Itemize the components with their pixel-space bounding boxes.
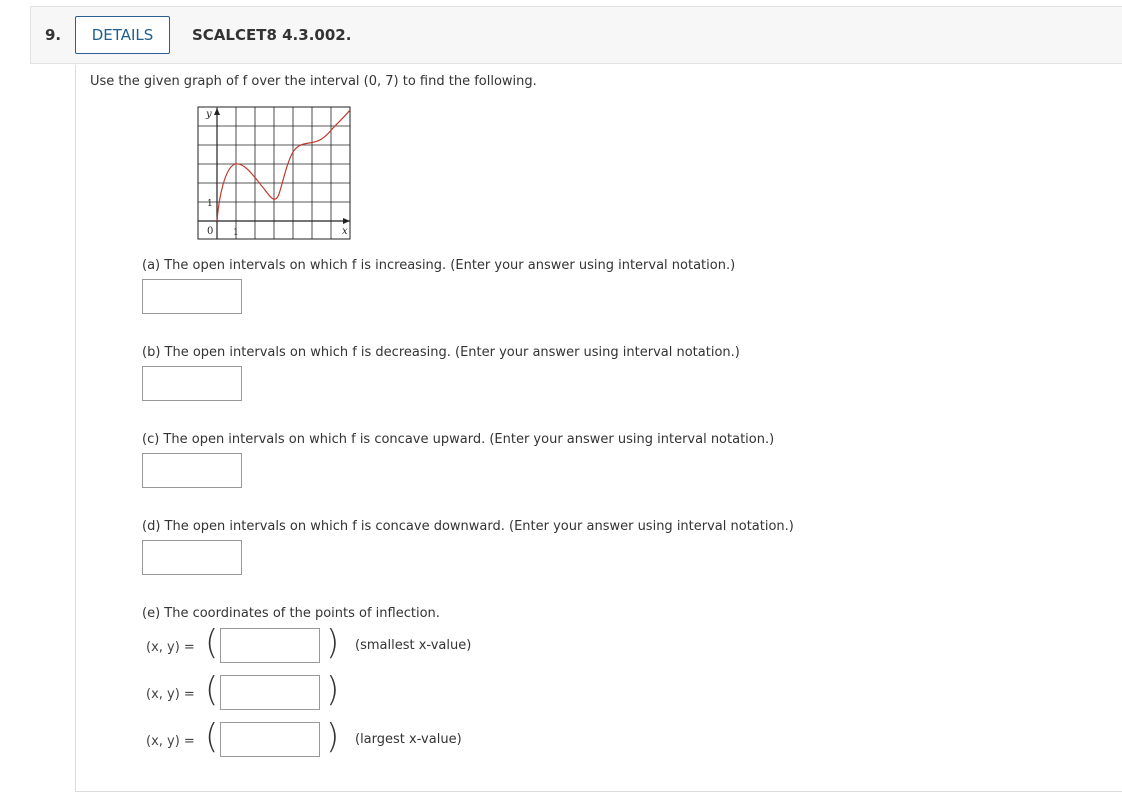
inflection-2-close-paren: ): [326, 670, 340, 710]
smallest-x-note: (smallest x-value): [355, 638, 472, 653]
question-number: 9.: [45, 26, 62, 44]
part-d-text: (d) The open intervals on which f is concave downward. (Enter your answer using interval notation.): [142, 519, 794, 534]
inflection-2-label: (x, y) =: [146, 687, 195, 702]
part-a-text: (a) The open intervals on which f is increasing. (Enter your answer using interval notation.): [142, 258, 736, 273]
inflection-1-label: (x, y) =: [146, 640, 195, 655]
tick-y-1: 1: [207, 199, 213, 209]
tick-x-1: 1: [233, 228, 239, 238]
x-axis-label: x: [342, 226, 348, 237]
inflection-2-input[interactable]: [220, 675, 320, 710]
part-b-text: (b) The open intervals on which f is decreasing. (Enter your answer using interval notation.): [142, 345, 740, 360]
part-c-text: (c) The open intervals on which f is concave upward. (Enter your answer using interval notation.): [142, 432, 775, 447]
part-b-input[interactable]: [142, 366, 242, 401]
part-d-input[interactable]: [142, 540, 242, 575]
part-e-text: (e) The coordinates of the points of inflection.: [142, 606, 440, 621]
y-axis-label: y: [206, 109, 212, 120]
inflection-1-input[interactable]: [220, 628, 320, 663]
part-c-input[interactable]: [142, 453, 242, 488]
tick-origin: 0: [207, 226, 214, 237]
inflection-1-close-paren: ): [326, 623, 340, 663]
inflection-3-close-paren: ): [326, 717, 340, 757]
inflection-1-open-paren: (: [205, 623, 219, 663]
largest-x-note: (largest x-value): [355, 732, 462, 747]
details-button[interactable]: DETAILS: [75, 16, 170, 54]
inflection-3-label: (x, y) =: [146, 734, 195, 749]
intro-text: Use the given graph of f over the interval (0, 7) to find the following.: [90, 74, 537, 89]
inflection-3-input[interactable]: [220, 722, 320, 757]
inflection-3-open-paren: (: [205, 717, 219, 757]
function-graph: [197, 106, 353, 242]
part-a-input[interactable]: [142, 279, 242, 314]
inflection-2-open-paren: (: [205, 670, 219, 710]
question-code: SCALCET8 4.3.002.: [192, 26, 352, 44]
